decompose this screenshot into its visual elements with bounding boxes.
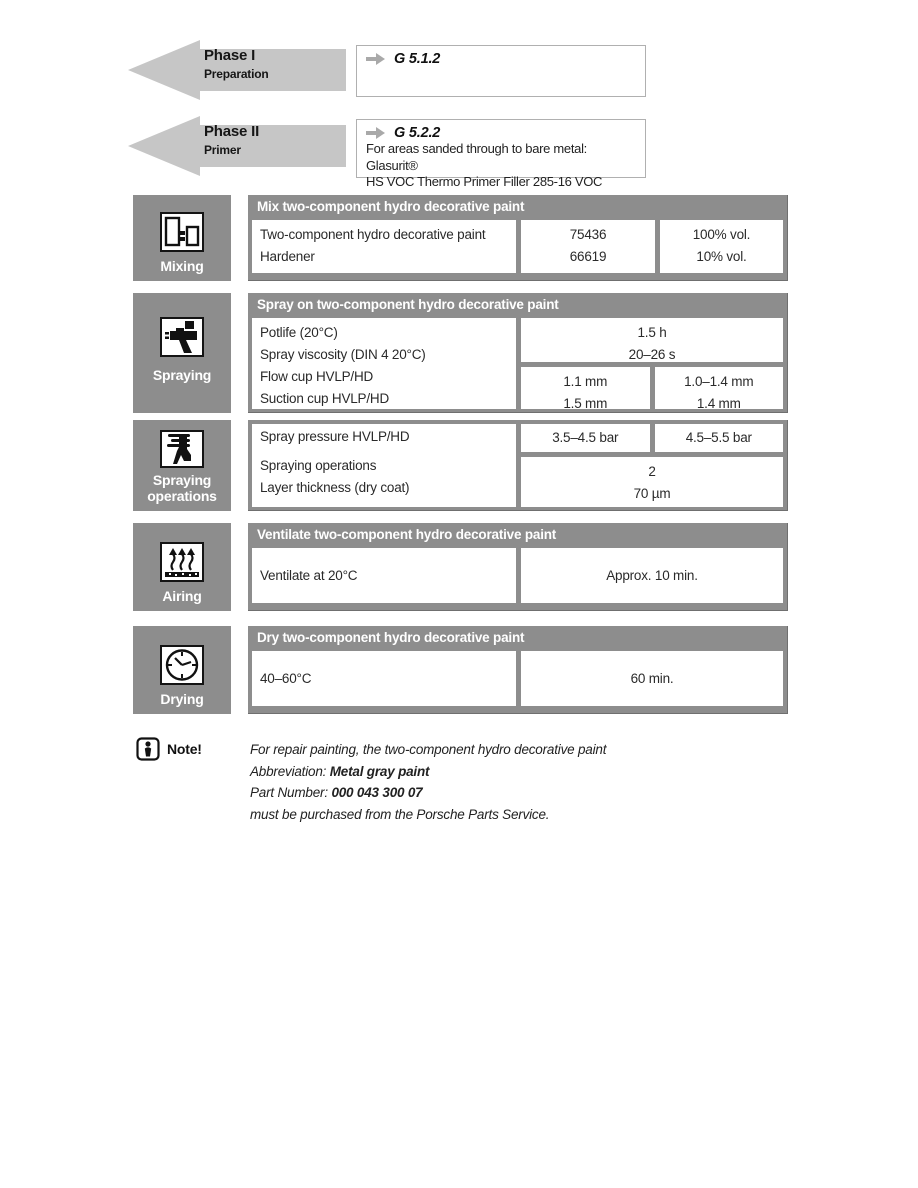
phase1-subtitle: Preparation xyxy=(204,67,269,81)
table-spraying xyxy=(248,293,788,413)
row-value: 20–26 s xyxy=(628,347,676,362)
row-value: 10% vol. xyxy=(696,249,747,264)
section-box-mixing xyxy=(133,195,231,281)
ref-link-g522[interactable]: G 5.2.2 xyxy=(394,125,441,141)
phase2-name: Phase II xyxy=(204,123,260,140)
row-label: Spraying operations xyxy=(260,458,377,473)
row-value: 100% vol. xyxy=(692,227,751,242)
row-value: 1.0–1.4 mm xyxy=(684,374,754,389)
phase2-arrow xyxy=(128,114,346,178)
airing-vapors-icon xyxy=(160,542,204,582)
airing-value-cell xyxy=(521,548,783,603)
note-part-number: 000 043 300 07 xyxy=(331,785,423,800)
row-value: 2 xyxy=(648,464,656,479)
section-box-spraying xyxy=(133,293,231,413)
table-airing xyxy=(248,523,788,611)
ops-pressure-value-2 xyxy=(655,424,784,452)
row-label: Two-component hydro decorative paint xyxy=(260,227,486,242)
row-value: 3.5–4.5 bar xyxy=(552,430,619,445)
clock-icon xyxy=(160,645,204,685)
row-value: 4.5–5.5 bar xyxy=(685,430,752,445)
ref-note-line: For areas sanded through to bare metal: Glasurit® xyxy=(366,141,587,173)
note-line: Part Number: 000 043 300 07 xyxy=(250,785,423,800)
row-value: 70 µm xyxy=(633,486,671,501)
ref-note-line: HS VOC Thermo Primer Filler 285-16 VOC xyxy=(366,174,603,189)
row-value: 1.5 h xyxy=(637,325,667,340)
row-label: 40–60°C xyxy=(260,670,312,686)
note-line: For repair painting, the two-component hydro decorative paint xyxy=(250,742,607,757)
table-mixing-header: Mix two-component hydro decorative paint xyxy=(257,199,525,214)
phase2-subtitle: Primer xyxy=(204,143,241,157)
drying-value-cell xyxy=(521,651,783,706)
section-label-spraying: Spraying xyxy=(152,366,212,383)
ref-link-g512[interactable]: G 5.1.2 xyxy=(394,51,441,67)
mixing-labels-cell xyxy=(252,220,516,273)
right-arrow-icon xyxy=(366,52,386,66)
table-drying xyxy=(248,626,788,714)
section-label-mixing: Mixing xyxy=(160,258,204,274)
row-value: Approx. 10 min. xyxy=(606,567,698,583)
phase1-name: Phase I xyxy=(204,47,256,64)
right-arrow-icon xyxy=(366,126,386,140)
phase1-ref-box xyxy=(356,45,646,97)
spray-gun-icon xyxy=(160,317,204,357)
row-value: 66619 xyxy=(569,249,607,264)
ops-labels-cell xyxy=(252,424,516,507)
spraying-cup-values-2 xyxy=(655,367,784,409)
table-mixing xyxy=(248,195,788,281)
section-box-airing xyxy=(133,523,231,611)
note-text xyxy=(250,739,606,825)
drying-label-cell xyxy=(252,651,516,706)
row-value: 1.5 mm xyxy=(563,396,608,411)
note-label: Note! xyxy=(167,741,202,757)
spraying-labels-cell xyxy=(252,318,516,409)
table-airing-header: Ventilate two-component hydro decorative paint xyxy=(257,527,557,542)
row-label: Ventilate at 20°C xyxy=(260,567,358,583)
ops-pressure-value-1 xyxy=(521,424,650,452)
table-spraying-header: Spray on two-component hydro decorative paint xyxy=(257,297,559,312)
row-label: Spray pressure HVLP/HD xyxy=(260,429,410,444)
row-value: 75436 xyxy=(569,227,607,242)
spray-layers-icon xyxy=(160,430,204,468)
phase1-arrow xyxy=(128,38,346,102)
mixing-codes-cell xyxy=(521,220,655,273)
row-label: Layer thickness (dry coat) xyxy=(260,480,410,495)
row-value: 1.4 mm xyxy=(696,396,741,411)
row-label: Spray viscosity (DIN 4 20°C) xyxy=(260,347,426,362)
table-spraying-operations xyxy=(248,420,788,511)
note-line: must be purchased from the Porsche Parts Service. xyxy=(250,806,550,822)
row-label: Flow cup HVLP/HD xyxy=(260,369,374,384)
table-drying-header: Dry two-component hydro decorative paint xyxy=(257,630,525,645)
note-line: Abbreviation: Metal gray paint xyxy=(250,763,430,779)
row-value: 60 min. xyxy=(630,670,674,686)
row-label: Potlife (20°C) xyxy=(260,325,338,340)
section-label-airing: Airing xyxy=(162,588,202,604)
row-label: Suction cup HVLP/HD xyxy=(260,391,390,406)
row-label: Hardener xyxy=(260,249,315,264)
mixing-amounts-cell xyxy=(660,220,783,273)
spraying-merged-values-cell xyxy=(521,318,783,362)
mixing-icon xyxy=(160,212,204,252)
airing-label-cell xyxy=(252,548,516,603)
spraying-cup-values-1 xyxy=(521,367,650,409)
info-person-icon xyxy=(136,737,160,766)
note-abbreviation: Metal gray paint xyxy=(329,763,430,779)
phase2-ref-box xyxy=(356,119,646,189)
section-box-drying xyxy=(133,626,231,714)
section-label-drying: Drying xyxy=(160,691,204,707)
section-label-spraying-operations: Spraying operations xyxy=(147,472,217,504)
row-value: 1.1 mm xyxy=(563,374,608,389)
ops-merged-values-cell xyxy=(521,457,783,507)
section-box-spraying-operations xyxy=(133,420,231,511)
